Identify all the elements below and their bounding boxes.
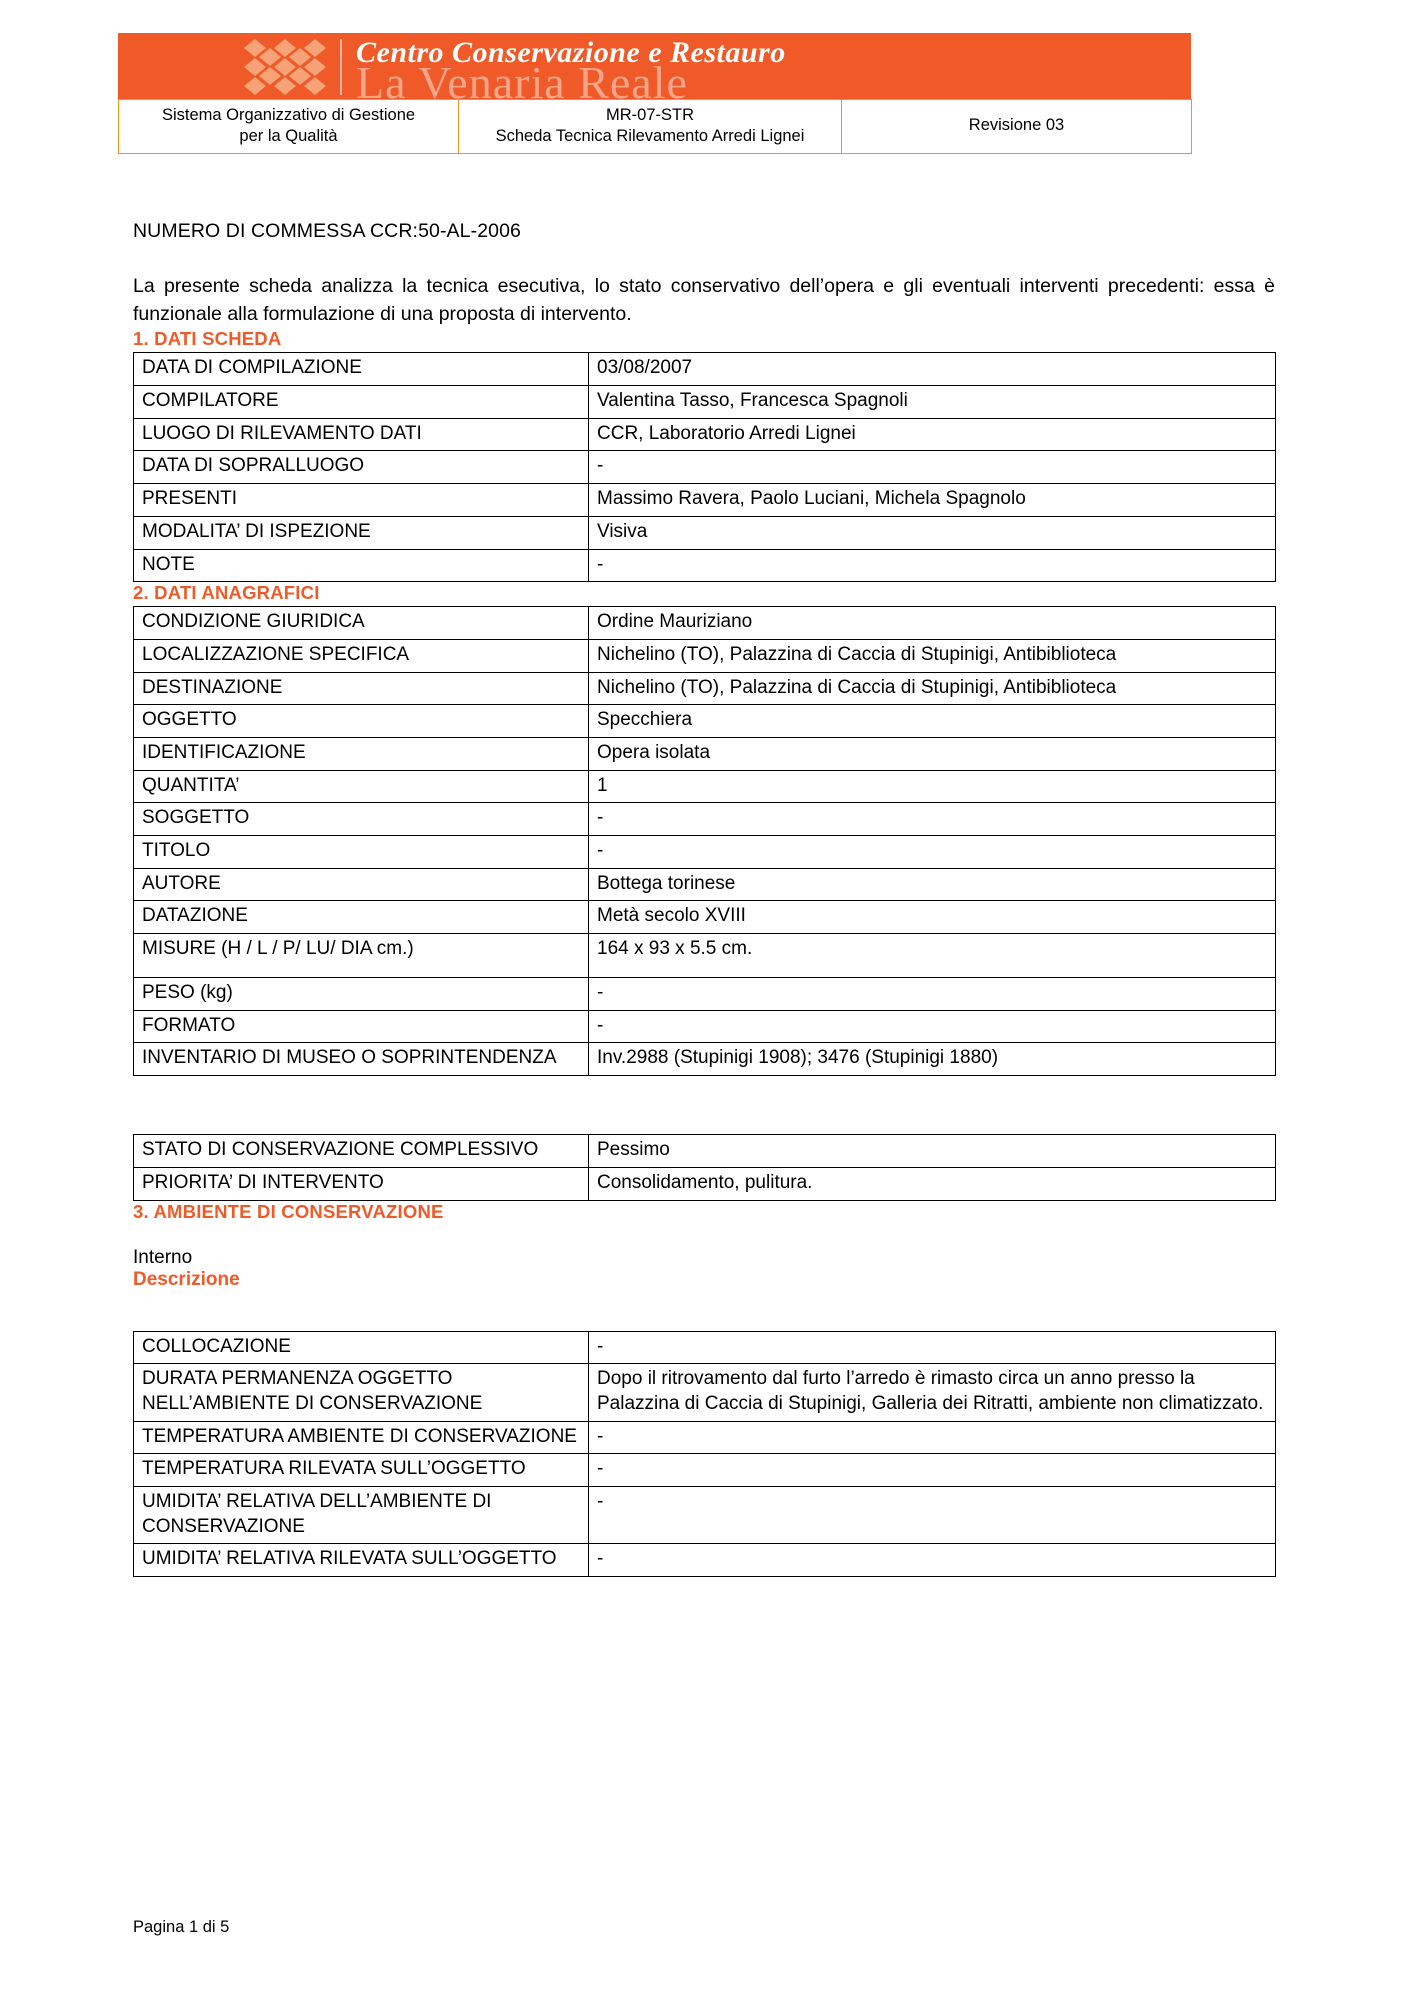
row-label: COLLOCAZIONE xyxy=(134,1331,589,1364)
row-label: UMIDITA’ RELATIVA RILEVATA SULL’OGGETTO xyxy=(134,1544,589,1577)
banner-title-primary: Centro Conservazione e Restauro xyxy=(356,36,786,69)
intro-paragraph: La presente scheda analizza la tecnica esecutiva, lo stato conservativo dell’opera e gli eventuali interventi precedenti: essa è funzionale alla formulazione di una proposta di intervento. xyxy=(133,275,1275,325)
header-cell-revision xyxy=(842,100,1192,154)
row-label: AUTORE xyxy=(134,868,589,901)
row-value: CCR, Laboratorio Arredi Lignei xyxy=(589,418,1276,451)
row-label: PRIORITA’ DI INTERVENTO xyxy=(134,1167,589,1200)
document-body xyxy=(133,220,1275,1577)
table-row xyxy=(134,1364,1276,1421)
table-ambiente-conservazione xyxy=(133,1331,1276,1578)
row-value: 164 x 93 x 5.5 cm. xyxy=(589,934,1276,978)
row-label: DURATA PERMANENZA OGGETTO NELL’AMBIENTE DI CONSERVAZIONE xyxy=(134,1364,589,1421)
table-row xyxy=(134,607,1276,640)
section-heading-dati-anagrafici: 2. DATI ANAGRAFICI xyxy=(133,582,320,604)
table-row xyxy=(134,1167,1276,1200)
row-label: STATO DI CONSERVAZIONE COMPLESSIVO xyxy=(134,1135,589,1168)
row-label: COMPILATORE xyxy=(134,386,589,419)
row-label: TEMPERATURA RILEVATA SULL’OGGETTO xyxy=(134,1454,589,1487)
header-system-line1: Sistema Organizzativo di Gestione xyxy=(161,106,416,124)
header-cell-system xyxy=(119,100,459,154)
table-stato-conservazione xyxy=(133,1134,1276,1200)
spacer xyxy=(133,1291,1275,1331)
table-row xyxy=(134,639,1276,672)
row-value: - xyxy=(589,803,1276,836)
section-heading-dati-scheda: 1. DATI SCHEDA xyxy=(133,328,282,350)
row-value: Ordine Mauriziano xyxy=(589,607,1276,640)
row-value: - xyxy=(589,1486,1276,1543)
row-label: IDENTIFICAZIONE xyxy=(134,737,589,770)
commessa-number: NUMERO DI COMMESSA CCR:50-AL-2006 xyxy=(133,220,521,242)
row-label: DATA DI SOPRALLUOGO xyxy=(134,451,589,484)
row-label: TEMPERATURA AMBIENTE DI CONSERVAZIONE xyxy=(134,1421,589,1454)
header-info-row xyxy=(119,100,1192,154)
table-row xyxy=(134,1043,1276,1076)
banner-divider xyxy=(340,39,342,95)
row-value: Visiva xyxy=(589,516,1276,549)
row-label: SOGGETTO xyxy=(134,803,589,836)
ambiente-interno-label: Interno xyxy=(133,1246,193,1268)
table-row xyxy=(134,418,1276,451)
row-label: PESO (kg) xyxy=(134,978,589,1011)
table-row xyxy=(134,1544,1276,1577)
table-row xyxy=(134,1454,1276,1487)
row-value: Specchiera xyxy=(589,705,1276,738)
row-label: MODALITA’ DI ISPEZIONE xyxy=(134,516,589,549)
row-value: Metà secolo XVIII xyxy=(589,901,1276,934)
row-value: Nichelino (TO), Palazzina di Caccia di Stupinigi, Antibiblioteca xyxy=(589,639,1276,672)
table-dati-scheda xyxy=(133,352,1276,582)
row-label: TITOLO xyxy=(134,836,589,869)
table-row xyxy=(134,770,1276,803)
row-value: - xyxy=(589,1454,1276,1487)
table-row xyxy=(134,1486,1276,1543)
table-row xyxy=(134,737,1276,770)
header-form-title: Scheda Tecnica Rilevamento Arredi Lignei xyxy=(495,126,805,145)
page-footer: Pagina 1 di 5 xyxy=(133,1918,230,1936)
row-value: - xyxy=(589,1331,1276,1364)
row-label: FORMATO xyxy=(134,1010,589,1043)
table-row xyxy=(134,705,1276,738)
table-row xyxy=(134,1010,1276,1043)
row-value: - xyxy=(589,1544,1276,1577)
row-value: - xyxy=(589,1010,1276,1043)
table-row xyxy=(134,934,1276,978)
row-value: - xyxy=(589,451,1276,484)
header-cell-code xyxy=(459,100,842,154)
row-label: LOCALIZZAZIONE SPECIFICA xyxy=(134,639,589,672)
table-row xyxy=(134,386,1276,419)
banner-title-secondary: La Venaria Reale xyxy=(356,57,688,99)
table-row xyxy=(134,901,1276,934)
table-row xyxy=(134,978,1276,1011)
table-row xyxy=(134,836,1276,869)
table-row xyxy=(134,803,1276,836)
row-label: LUOGO DI RILEVAMENTO DATI xyxy=(134,418,589,451)
row-value: Consolidamento, pulitura. xyxy=(589,1167,1276,1200)
table-row xyxy=(134,1135,1276,1168)
row-value: 1 xyxy=(589,770,1276,803)
table-row xyxy=(134,672,1276,705)
section-heading-ambiente: 3. AMBIENTE DI CONSERVAZIONE xyxy=(133,1200,444,1222)
spacer xyxy=(133,1225,1275,1247)
table-row xyxy=(134,868,1276,901)
row-label: CONDIZIONE GIURIDICA xyxy=(134,607,589,640)
header-system-line2: per la Qualità xyxy=(239,126,338,145)
row-value: Nichelino (TO), Palazzina di Caccia di Stupinigi, Antibiblioteca xyxy=(589,672,1276,705)
table-dati-anagrafici xyxy=(133,606,1276,1076)
row-label: UMIDITA’ RELATIVA DELL’AMBIENTE DI CONSERVAZIONE xyxy=(134,1486,589,1543)
row-value: 03/08/2007 xyxy=(589,353,1276,386)
table-row xyxy=(134,451,1276,484)
row-label: NOTE xyxy=(134,549,589,582)
row-value: Dopo il ritrovamento dal furto l’arredo è rimasto circa un anno presso la Palazzina di Caccia di Stupinigi, Galleria dei Ritratti, ambiente non climatizzato. xyxy=(589,1364,1276,1421)
row-value: Inv.2988 (Stupinigi 1908); 3476 (Stupinigi 1880) xyxy=(589,1043,1276,1076)
row-value: Pessimo xyxy=(589,1135,1276,1168)
table-row xyxy=(134,516,1276,549)
row-value: - xyxy=(589,1421,1276,1454)
document-header xyxy=(118,33,1191,154)
diamond-pattern-icon xyxy=(240,37,330,97)
row-label: DATA DI COMPILAZIONE xyxy=(134,353,589,386)
spacer xyxy=(133,1076,1275,1134)
row-value: - xyxy=(589,836,1276,869)
row-label: OGGETTO xyxy=(134,705,589,738)
table-row xyxy=(134,484,1276,517)
header-form-code: MR-07-STR xyxy=(605,106,694,124)
table-row xyxy=(134,549,1276,582)
row-label: PRESENTI xyxy=(134,484,589,517)
row-value: Valentina Tasso, Francesca Spagnoli xyxy=(589,386,1276,419)
table-row xyxy=(134,1421,1276,1454)
ambiente-descrizione-label: Descrizione xyxy=(133,1268,240,1290)
header-info-table xyxy=(118,99,1192,154)
table-row xyxy=(134,353,1276,386)
institution-banner xyxy=(118,33,1191,99)
table-row xyxy=(134,1331,1276,1364)
row-value: Massimo Ravera, Paolo Luciani, Michela Spagnolo xyxy=(589,484,1276,517)
row-value: - xyxy=(589,978,1276,1011)
row-label: DATAZIONE xyxy=(134,901,589,934)
row-value: - xyxy=(589,549,1276,582)
row-label: MISURE (H / L / P/ LU/ DIA cm.) xyxy=(134,934,589,978)
row-label: QUANTITA’ xyxy=(134,770,589,803)
header-revision: Revisione 03 xyxy=(968,116,1065,135)
row-label: DESTINAZIONE xyxy=(134,672,589,705)
row-value: Opera isolata xyxy=(589,737,1276,770)
row-value: Bottega torinese xyxy=(589,868,1276,901)
row-label: INVENTARIO DI MUSEO O SOPRINTENDENZA xyxy=(134,1043,589,1076)
